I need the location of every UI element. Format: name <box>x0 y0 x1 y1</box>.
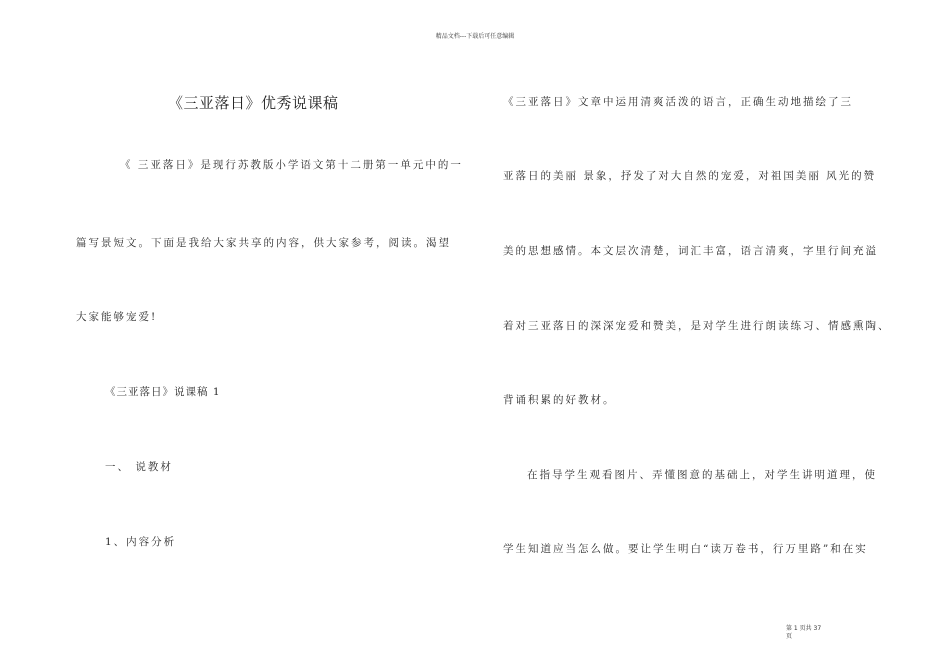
right-line-3: 美的思想感情。本文层次清楚，词汇丰富，语言清爽，字里行间充溢 <box>503 245 878 257</box>
intro-line-3: 大家能够宠爱! <box>76 311 158 323</box>
intro-line-2: 篇写景短文。下面是我给大家共享的内容，供大家参考，阅读。渴望 <box>76 237 451 249</box>
header-note: 精品文档---下载后可任意编辑 <box>435 33 515 40</box>
right-line-6: 在指导学生观看图片、弄懂图意的基础上，对学生讲明道理，使 <box>527 469 877 481</box>
right-line-5: 背诵积累的好教材。 <box>503 394 616 406</box>
intro-line-1: 《 三亚落日》是现行苏教版小学语文第十二册第一单元中的一 <box>120 159 463 171</box>
right-line-2: 亚落日的美丽 景象，抒发了对大自然的宠爱，对祖国美丽 风光的赞 <box>503 170 877 182</box>
page-number-line-2: 页 <box>786 633 793 640</box>
right-line-7: 学生知道应当怎么做。要让学生明白“读万卷书，行万里路”和在实 <box>503 543 868 555</box>
section-heading-1: 一、 说教材 <box>105 461 173 473</box>
right-line-1: 《三亚落日》文章中运用清爽活泼的语言，正确生动地描绘了三 <box>503 96 853 108</box>
subtitle: 《三亚落日》说课稿 1 <box>105 386 221 398</box>
subsection-heading-1-1: 1、内容分析 <box>105 536 177 548</box>
page-number-line-1: 第 1 页共 37 <box>786 625 822 632</box>
page-number <box>786 625 821 641</box>
document-title: 《三亚落日》优秀说课稿 <box>168 94 339 112</box>
right-line-4: 着对三亚落日的深深宠爱和赞美，是对学生进行朗读练习、情感熏陶、 <box>503 320 891 332</box>
